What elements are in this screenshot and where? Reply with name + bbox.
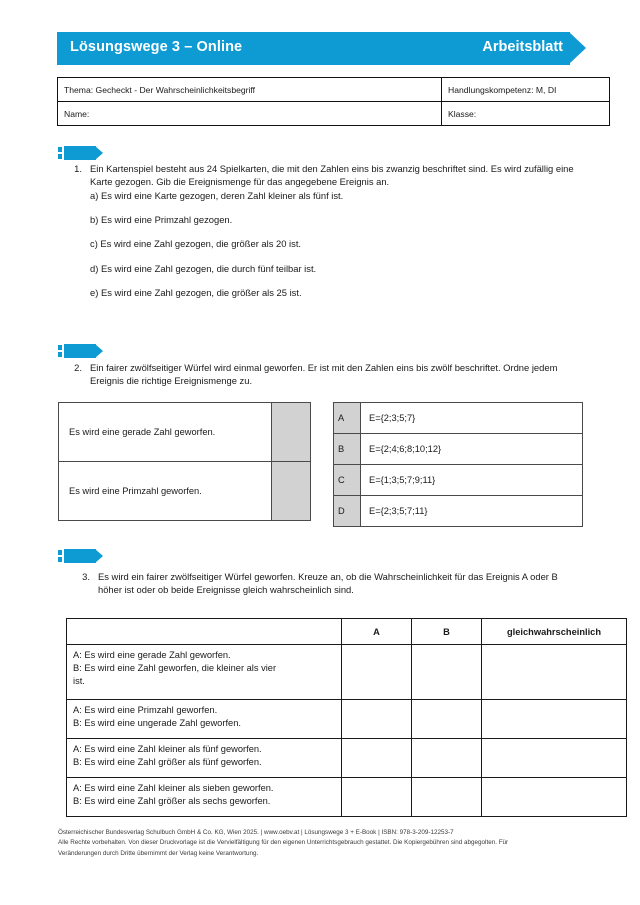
tab-body-icon bbox=[64, 549, 96, 563]
option-key-c: C bbox=[334, 465, 361, 496]
matching-dropzone-1[interactable] bbox=[272, 403, 311, 462]
table-row bbox=[67, 700, 627, 739]
exercise-2 bbox=[60, 361, 570, 388]
topic-cell: Thema: Gecheckt - Der Wahrscheinlichkeitsbegriff bbox=[58, 78, 442, 102]
row-2-statements bbox=[67, 700, 342, 739]
row-3-statements bbox=[67, 739, 342, 778]
probability-comparison-table bbox=[66, 618, 627, 817]
exercise-1-intro: Ein Kartenspiel besteht aus 24 Spielkarten, die mit den Zahlen eins bis zwanzig beschriftet sind. Es wird zufällig eine Karte gezogen. Gib die Ereignismenge für das angegebene Ereignis an. bbox=[90, 163, 574, 188]
exercise-1-body bbox=[90, 162, 575, 299]
matching-option-row[interactable] bbox=[334, 403, 583, 434]
matching-statement-2: Es wird eine Primzahl geworfen. bbox=[59, 462, 272, 521]
row-4-checkbox-equal[interactable] bbox=[482, 778, 627, 817]
row-1-checkbox-equal[interactable] bbox=[482, 645, 627, 700]
option-value-d: E={2;3;5;7;11} bbox=[361, 496, 583, 527]
row-2-checkbox-b[interactable] bbox=[412, 700, 482, 739]
row-1-line-2: B: Es wird eine Zahl geworfen, die kleiner als vier bbox=[73, 662, 277, 673]
worksheet-title: Lösungswege 3 – Online bbox=[70, 39, 243, 55]
row-2-checkbox-equal[interactable] bbox=[482, 700, 627, 739]
row-3-checkbox-a[interactable] bbox=[342, 739, 412, 778]
exercise-2-body bbox=[90, 361, 570, 388]
matching-row bbox=[59, 403, 311, 462]
row-3-line-2: B: Es wird eine Zahl größer als fünf geworfen. bbox=[73, 756, 262, 767]
row-1-statements bbox=[67, 645, 342, 700]
footer-line-2: Alle Rechte vorbehalten. Von dieser Druckvorlage ist die Vervielfältigung für den eigenen Unterrichtsgebrauch gestattet. Die Kopiergebühren sind abgegolten. Für bbox=[58, 839, 509, 847]
row-4-checkbox-b[interactable] bbox=[412, 778, 482, 817]
tab-square-icon bbox=[58, 345, 62, 357]
exercise-1-item-e: e) Es wird eine Zahl gezogen, die größer als 25 ist. bbox=[90, 287, 302, 299]
row-4-line-1: A: Es wird eine Zahl kleiner als sieben geworfen. bbox=[73, 783, 274, 793]
tab-square-icon bbox=[58, 147, 62, 159]
name-field-cell[interactable]: Name: bbox=[58, 102, 442, 126]
matching-option-row[interactable] bbox=[334, 434, 583, 465]
row-4-checkbox-a[interactable] bbox=[342, 778, 412, 817]
header-equal: gleichwahrscheinlich bbox=[482, 619, 627, 645]
info-table bbox=[57, 77, 610, 126]
row-1-checkbox-b[interactable] bbox=[412, 645, 482, 700]
row-1-line-3: ist. bbox=[73, 675, 85, 686]
section-tab-marker-1 bbox=[58, 146, 104, 160]
footer-line-1: Österreichischer Bundesverlag Schulbuch GmbH & Co. KG, Wien 2025. | www.oebv.at | Lösungswege 3 + E-Book | ISBN: 978-3-209-12253-7 bbox=[58, 829, 454, 836]
row-2-line-1: A: Es wird eine Primzahl geworfen. bbox=[73, 705, 218, 715]
tab-body-icon bbox=[64, 344, 96, 358]
row-3-checkbox-b[interactable] bbox=[412, 739, 482, 778]
row-4-line-2: B: Es wird eine Zahl größer als sechs geworfen. bbox=[73, 795, 271, 806]
tab-body-icon bbox=[64, 146, 96, 160]
section-tab-marker-2 bbox=[58, 344, 104, 358]
header-b: B bbox=[412, 619, 482, 645]
competence-cell: Handlungskompetenz: M, DI bbox=[442, 78, 610, 102]
info-row-name bbox=[58, 102, 610, 126]
matching-dropzone-2[interactable] bbox=[272, 462, 311, 521]
tab-arrow-icon bbox=[95, 146, 103, 160]
table-row bbox=[67, 645, 627, 700]
matching-option-row[interactable] bbox=[334, 496, 583, 527]
worksheet-type-label: Arbeitsblatt bbox=[482, 39, 563, 55]
row-3-line-1: A: Es wird eine Zahl kleiner als fünf geworfen. bbox=[73, 744, 262, 754]
option-key-a: A bbox=[334, 403, 361, 434]
option-key-d: D bbox=[334, 496, 361, 527]
exercise-1-item-b: b) Es wird eine Primzahl gezogen. bbox=[90, 214, 233, 226]
banner-arrow-tip-icon bbox=[569, 32, 586, 64]
footer-line-3: Veränderungen durch Dritte übernimmt der Verlag keine Verantwortung. bbox=[58, 849, 259, 857]
section-tab-marker-3 bbox=[58, 549, 104, 563]
exercise-3-body bbox=[98, 570, 576, 597]
option-value-b: E={2;4;6;8;10;12} bbox=[361, 434, 583, 465]
tab-arrow-icon bbox=[95, 344, 103, 358]
header-banner bbox=[57, 32, 585, 65]
row-3-checkbox-equal[interactable] bbox=[482, 739, 627, 778]
exercise-2-intro: Ein fairer zwölfseitiger Würfel wird einmal geworfen. Er ist mit den Zahlen eins bis zwölf beschriftet. Ordne jedem Ereignis die richtige Ereignismenge zu. bbox=[90, 362, 558, 387]
exercise-1 bbox=[60, 162, 575, 299]
matching-statement-1: Es wird eine gerade Zahl geworfen. bbox=[59, 403, 272, 462]
tab-arrow-icon bbox=[95, 549, 103, 563]
matching-statements-table bbox=[58, 402, 311, 521]
header-statement bbox=[67, 619, 342, 645]
row-1-line-1: A: Es wird eine gerade Zahl geworfen. bbox=[73, 650, 231, 660]
header-a: A bbox=[342, 619, 412, 645]
matching-option-row[interactable] bbox=[334, 465, 583, 496]
exercise-1-item-c: c) Es wird eine Zahl gezogen, die größer als 20 ist. bbox=[90, 238, 302, 250]
exercise-3-number: 3. bbox=[82, 571, 90, 582]
info-row-topic bbox=[58, 78, 610, 102]
row-2-checkbox-a[interactable] bbox=[342, 700, 412, 739]
page-footer bbox=[58, 828, 588, 859]
exercise-1-item-d: d) Es wird eine Zahl gezogen, die durch fünf teilbar ist. bbox=[90, 262, 317, 274]
row-2-line-2: B: Es wird eine ungerade Zahl geworfen. bbox=[73, 717, 241, 728]
exercise-2-number: 2. bbox=[74, 362, 82, 373]
exercise-3-intro: Es wird ein fairer zwölfseitiger Würfel geworfen. Kreuze an, ob die Wahrscheinlichkeit für das Ereignis A oder B höher ist oder ob beide Ereignisse gleich wahrscheinlich sind. bbox=[98, 571, 558, 596]
exercise-3 bbox=[68, 570, 576, 597]
row-1-checkbox-a[interactable] bbox=[342, 645, 412, 700]
option-key-b: B bbox=[334, 434, 361, 465]
exercise-1-number: 1. bbox=[74, 163, 82, 174]
tab-square-icon bbox=[58, 550, 62, 562]
row-4-statements bbox=[67, 778, 342, 817]
table-row bbox=[67, 778, 627, 817]
exercise-1-item-a: a) Es wird eine Karte gezogen, deren Zahl kleiner als fünf ist. bbox=[90, 189, 344, 201]
option-value-c: E={1;3;5;7;9;11} bbox=[361, 465, 583, 496]
table-header-row bbox=[67, 619, 627, 645]
matching-options-table bbox=[333, 402, 583, 527]
option-value-a: E={2;3;5;7} bbox=[361, 403, 583, 434]
table-row bbox=[67, 739, 627, 778]
class-field-cell[interactable]: Klasse: bbox=[442, 102, 610, 126]
matching-row bbox=[59, 462, 311, 521]
